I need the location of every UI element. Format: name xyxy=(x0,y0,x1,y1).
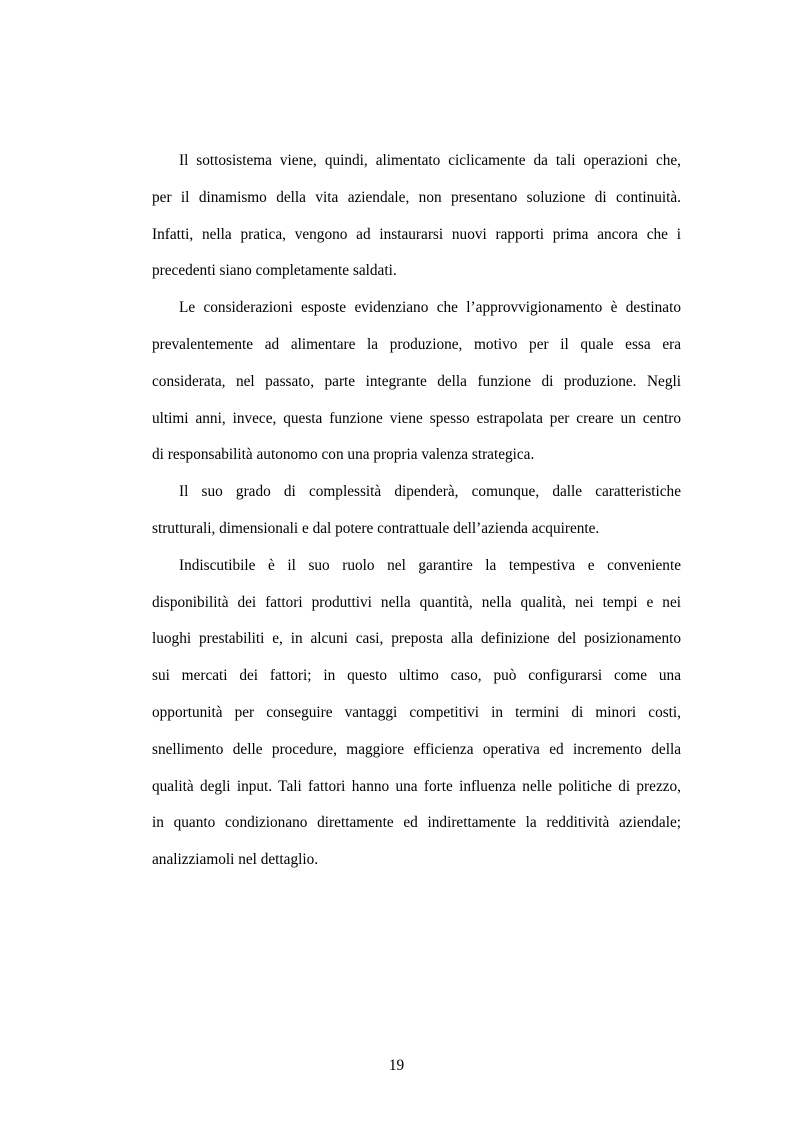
paragraph-4-line-1: Indiscutibile è il suo ruolo nel garantire la tempestiva e conveniente xyxy=(179,556,681,574)
paragraph-3-line-2: strutturali, dimensionali e dal potere contrattuale dell’azienda acquirente. xyxy=(152,519,600,537)
paragraph-4-line-3: luoghi prestabiliti e, in alcuni casi, preposta alla definizione del posizionamento xyxy=(152,630,681,648)
body-text xyxy=(152,148,681,884)
paragraph-1-line-1: Il sottosistema viene, quindi, alimentato ciclicamente da tali operazioni che, xyxy=(179,152,681,169)
paragraph-2-line-5: di responsabilità autonomo con una propria valenza strategica. xyxy=(152,446,535,464)
paragraph-1-line-2: per il dinamismo della vita aziendale, non presentano soluzione di continuità. xyxy=(152,188,681,206)
paragraph-4-line-9: analizziamoli nel dettaglio. xyxy=(152,851,319,869)
paragraph-4-line-6: snellimento delle procedure, maggiore efficienza operativa ed incremento della xyxy=(152,740,681,758)
paragraph-4-line-4: sui mercati dei fattori; in questo ultimo caso, può configurarsi come una xyxy=(152,667,681,685)
page-number: 19 xyxy=(388,1057,405,1074)
paragraph-2-line-4: ultimi anni, invece, questa funzione viene spesso estrapolata per creare un centro xyxy=(152,409,681,427)
paragraph-2-line-3: considerata, nel passato, parte integrante della funzione di produzione. Negli xyxy=(152,372,681,390)
paragraph-1-line-4: precedenti siano completamente saldati. xyxy=(152,262,397,280)
paragraph-4-line-8: in quanto condizionano direttamente ed indirettamente la redditività aziendale; xyxy=(152,814,681,832)
paragraph-3-line-1: Il suo grado di complessità dipenderà, comunque, dalle caratteristiche xyxy=(179,483,681,501)
paragraph-4-line-2: disponibilità dei fattori produttivi nella quantità, nella qualità, nei tempi e nei xyxy=(152,593,681,611)
paragraph-2-line-1: Le considerazioni esposte evidenziano che l’approvvigionamento è destinato xyxy=(179,299,681,317)
paragraph-4-line-7: qualità degli input. Tali fattori hanno una forte influenza nelle politiche di prezzo, xyxy=(152,777,681,795)
paragraph-2-line-2: prevalentemente ad alimentare la produzione, motivo per il quale essa era xyxy=(152,335,681,353)
paragraph-4-line-5: opportunità per conseguire vantaggi competitivi in termini di minori costi, xyxy=(152,703,681,721)
paragraph-1-line-3: Infatti, nella pratica, vengono ad instaurarsi nuovi rapporti prima ancora che i xyxy=(152,225,681,243)
